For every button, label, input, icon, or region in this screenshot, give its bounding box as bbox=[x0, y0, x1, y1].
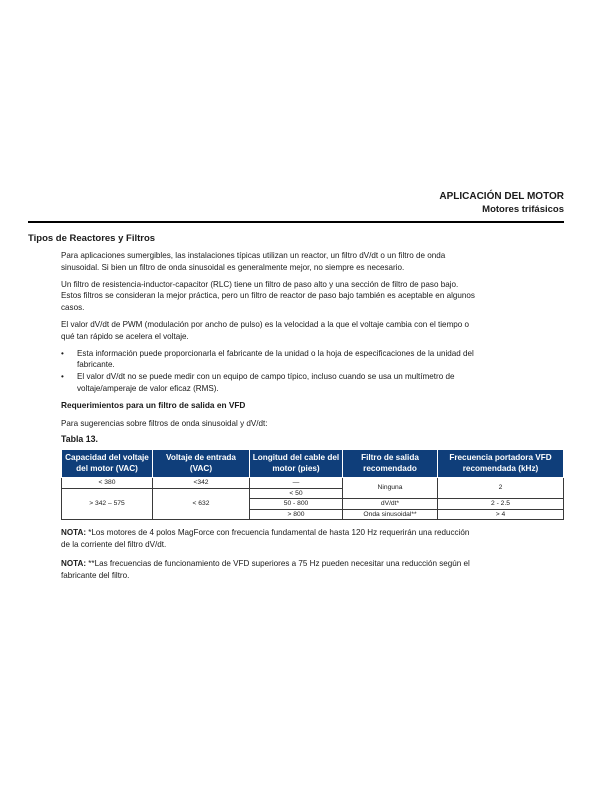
note-text: **Las frecuencias de funcionamiento de VFD superiores a 75 Hz pueden necesitar una reducción según el fabricante del filtro. bbox=[61, 558, 470, 580]
column-header: Frecuencia portadora VFD recomendada (kHz) bbox=[438, 450, 564, 478]
table-cell: > 4 bbox=[438, 509, 564, 520]
bullet-item bbox=[61, 371, 477, 395]
note-2 bbox=[61, 558, 477, 582]
note-label: NOTA: bbox=[61, 558, 87, 568]
bullet-text: El valor dV/dt no se puede medir con un equipo de campo típico, incluso cuando se usa un multímetro de voltaje/amperaje de valor eficaz (RMS). bbox=[77, 372, 455, 393]
column-header: Longitud del cable del motor (pies) bbox=[250, 450, 343, 478]
bullet-icon: • bbox=[61, 372, 64, 382]
table-cell: < 632 bbox=[153, 488, 250, 520]
note-label: NOTA: bbox=[61, 528, 87, 538]
column-header: Voltaje de entrada (VAC) bbox=[153, 450, 250, 478]
page-header bbox=[439, 190, 564, 216]
vfd-filter-table bbox=[61, 449, 564, 520]
table-cell: dV/dt* bbox=[343, 499, 438, 510]
bullet-item bbox=[61, 348, 477, 372]
section-title: Tipos de Reactores y Filtros bbox=[28, 233, 156, 244]
table-cell: — bbox=[250, 478, 343, 489]
bullet-text: Esta información puede proporcionarla el fabricante de la unidad o la hoja de especificaciones de la unidad del fabricante. bbox=[77, 348, 474, 370]
table-row bbox=[62, 478, 564, 489]
requirements-intro: Para sugerencias sobre filtros de onda sinusoidal y dV/dt: bbox=[61, 418, 268, 428]
note-text: *Los motores de 4 polos MagForce con frecuencia fundamental de hasta 120 Hz requerirán una reducción de la corriente del filtro dV/dt. bbox=[61, 528, 470, 549]
paragraph-1: Para aplicaciones sumergibles, las instalaciones típicas utilizan un reactor, un filtro dV/dt o un filtro de onda sinusoidal. Si bien un filtro de onda sinusoidal es generalmente mejor, no siempre es necesario. bbox=[61, 251, 446, 272]
column-header: Capacidad del voltaje del motor (VAC) bbox=[62, 450, 153, 478]
bullet-list bbox=[61, 348, 477, 395]
header-title: APLICACIÓN DEL MOTOR bbox=[439, 191, 564, 202]
table-cell: 50 - 800 bbox=[250, 499, 343, 510]
table-cell: 2 bbox=[438, 478, 564, 499]
bullet-icon: • bbox=[61, 348, 64, 358]
paragraph-3: El valor dV/dt de PWM (modulación por ancho de pulso) es la velocidad a la que el voltaje cambia con el tiempo o qué tan rápido se acelera el voltaje. bbox=[61, 319, 470, 341]
table-cell: 2 - 2.5 bbox=[438, 499, 564, 510]
notes bbox=[61, 527, 477, 581]
table-cell: < 50 bbox=[250, 488, 343, 499]
header-rule bbox=[28, 221, 564, 223]
requirements-title: Requerimientos para un filtro de salida en VFD bbox=[61, 399, 246, 410]
content bbox=[61, 250, 552, 588]
table-cell: Ninguna bbox=[343, 478, 438, 499]
note-1 bbox=[61, 527, 477, 551]
paragraph-2: Un filtro de resistencia-inductor-capacitor (RLC) tiene un filtro de paso alto y una sección de filtro de paso bajo. Estos filtros se consideran la mejor práctica, pero un filtro de reactor de paso bajo también es aceptable en algunos casos. bbox=[61, 279, 475, 313]
header-subtitle: Motores trifásicos bbox=[482, 204, 564, 215]
table-header-row bbox=[62, 450, 564, 478]
table-caption: Tabla 13. bbox=[61, 434, 98, 445]
table-cell: > 800 bbox=[250, 509, 343, 520]
column-header: Filtro de salida recomendado bbox=[343, 450, 438, 478]
table-cell: > 342 – 575 bbox=[62, 488, 153, 520]
table-cell: Onda sinusoidal** bbox=[343, 509, 438, 520]
table-cell: <342 bbox=[153, 478, 250, 489]
table-cell: < 380 bbox=[62, 478, 153, 489]
